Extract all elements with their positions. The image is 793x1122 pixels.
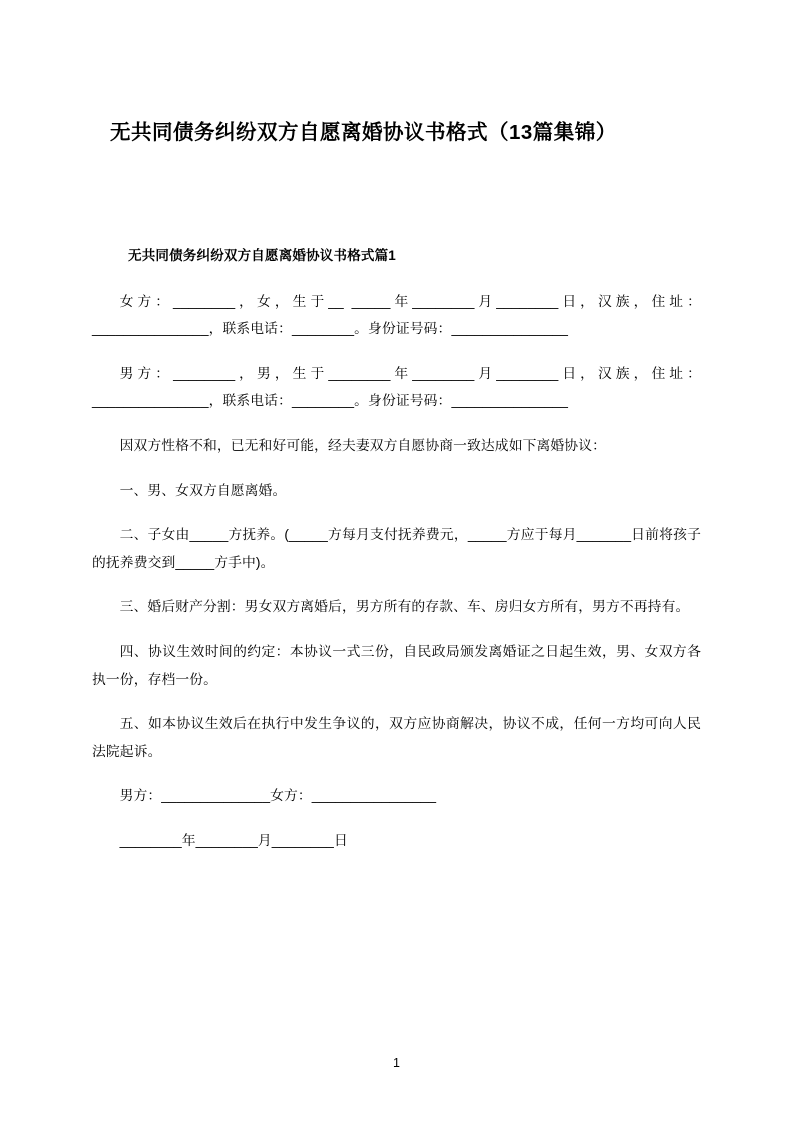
title-spacer [92,149,701,245]
signature-line: 男方：______________女方：________________ [119,788,437,804]
paragraph-clause-3: 三、婚后财产分割：男女双方离婚后，男方所有的存款、车、房归女方所有，男方不再持有。 [119,599,690,615]
paragraph-female-party: 女方：________，女，生于__ _____年________月________日，汉族，住址：_______________，联系电话：________。身份证号码：_______________ [92,293,701,337]
paragraph-clause-1: 一、男、女双方自愿离婚。 [119,482,287,498]
section-heading: 无共同债务纠纷双方自愿离婚协议书格式篇1 [128,247,397,263]
paragraph-clause-5: 五、如本协议生效后在执行中发生争议的，双方应协商解决，协议不成，任何一方均可向人民法院起诉。 [92,716,701,759]
paragraph-clause-2: 二、子女由_____方抚养。(_____方每月支付抚养费元，_____方应于每月_______日前将孩子的抚养费交到_____方手中)。 [92,527,701,570]
paragraph-preamble: 因双方性格不和，已无和好可能，经夫妻双方自愿协商一致达成如下离婚协议： [119,438,606,454]
date-line: ________年________月________日 [119,833,348,848]
page-number: 1 [393,1056,400,1070]
paragraph-clause-4: 四、协议生效时间的约定：本协议一式三份，自民政局颁发离婚证之日起生效，男、女双方各执一份，存档一份。 [92,644,701,687]
page-title: 无共同债务纠纷双方自愿离婚协议书格式（13篇集锦） [110,121,617,144]
paragraph-male-party: 男方：________，男，生于________年________月________日，汉族，住址：_______________，联系电话：________。身份证号码：_______________ [92,365,701,409]
